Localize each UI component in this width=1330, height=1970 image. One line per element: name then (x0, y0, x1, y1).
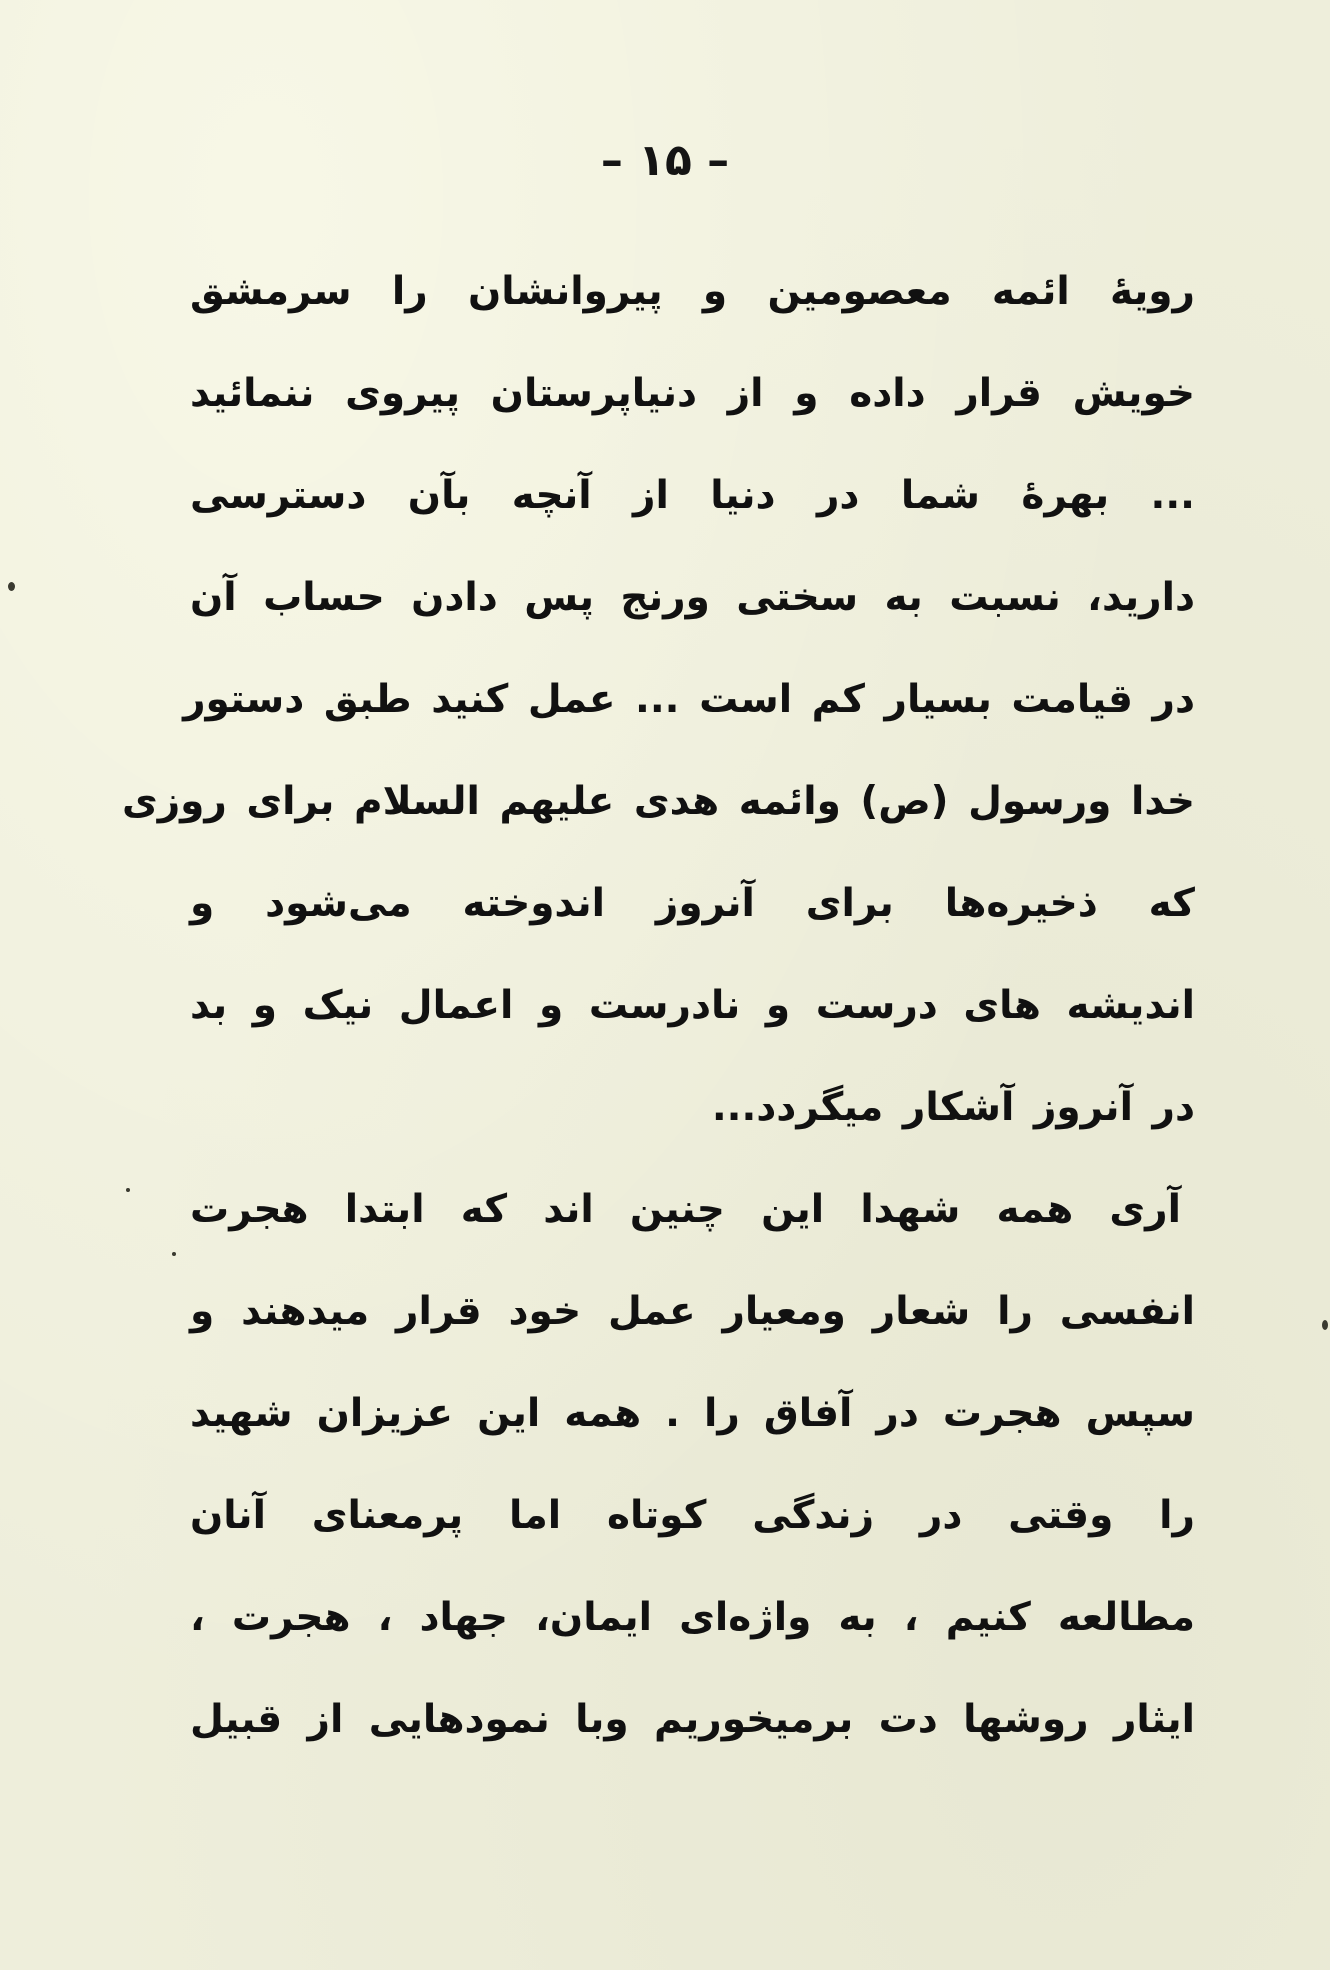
text-line-3: ... بهرهٔ شما در دنیا از آنچه بآن دسترسی (190, 473, 1195, 518)
text-line-9: در آنروز آشکار میگردد... (711, 1085, 1195, 1130)
text-line-14: مطالعه کنیم ، به واژه‌ای ایمان، جهاد ، هجرت ، (190, 1595, 1195, 1640)
text-line-10: آری همه شهدا این چنین اند که ابتدا هجرت (190, 1187, 1181, 1232)
text-line-7: که ذخیره‌ها برای آنروز اندوخته می‌شود و (190, 881, 1195, 926)
text-line-15: ایثار روشها دت برمیخوریم وبا نمودهایی از قبیل (190, 1697, 1195, 1742)
text-line-2: خویش قرار داده و از دنیاپرستان پیروی ننمائید (190, 371, 1195, 416)
text-line-11: انفسی را شعار ومعیار عمل خود قرار میدهند و (190, 1289, 1195, 1334)
paper-speck (8, 582, 15, 591)
paper-speck (126, 1188, 130, 1192)
body-text (121, 262, 1195, 1792)
text-line-1: رویهٔ ائمه معصومین و پیروانشان را سرمشق (190, 269, 1195, 314)
paper-speck (172, 1252, 176, 1256)
text-line-13: را وقتی در زندگی کوتاه اما پرمعنای آنان (190, 1493, 1195, 1538)
text-line-8: اندیشه های درست و نادرست و اعمال نیک و بد (190, 983, 1195, 1028)
text-line-12: سپس هجرت در آفاق را . همه این عزیزان شهید (190, 1391, 1195, 1436)
text-line-5: در قیامت بسیار کم است ... عمل کنید طبق دستور (183, 677, 1195, 722)
text-line-4: دارید، نسبت به سختی ورنج پس دادن حساب آن (190, 575, 1195, 620)
paper-speck (1322, 1320, 1328, 1330)
text-line-6: خدا ورسول (ص) وائمه هدی علیهم السلام برای روزی (121, 779, 1195, 824)
page-number: – ۱۵ – (600, 135, 730, 186)
